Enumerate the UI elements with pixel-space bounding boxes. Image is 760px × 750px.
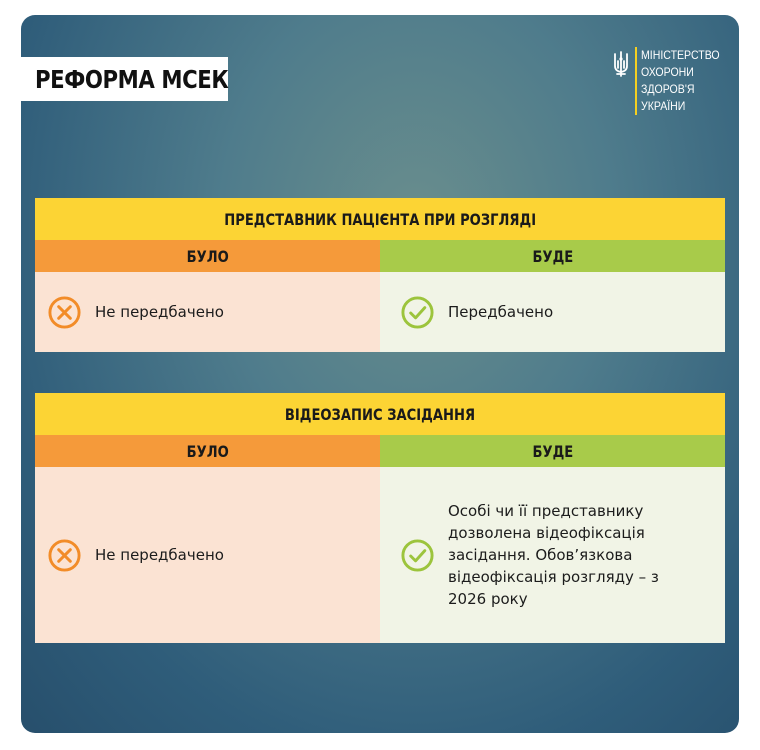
logo-divider	[635, 47, 637, 115]
column-will	[380, 240, 725, 272]
table-heading-text: ПРЕДСТАВНИК ПАЦІЄНТА ПРИ РОЗГЛЯДІ	[224, 209, 536, 229]
ministry-logo	[612, 47, 730, 115]
x-circle-icon	[47, 295, 82, 330]
title-banner	[21, 57, 228, 101]
logo-line: МІНІСТЕРСТВО	[641, 48, 720, 62]
table-heading-text: ВІДЕОЗАПИС ЗАСІДАННЯ	[284, 404, 476, 424]
cell-will	[380, 467, 725, 643]
cell-will	[380, 272, 725, 352]
column-headers	[35, 240, 725, 272]
column-will-label: БУДЕ	[532, 441, 573, 461]
cell-was	[35, 272, 380, 352]
cell-was	[35, 467, 380, 643]
cell-was-text: Не передбачено	[95, 546, 224, 564]
x-circle-icon	[47, 538, 82, 573]
column-was-label: БУЛО	[186, 441, 229, 461]
cell-will-text: Особі чи її представнику дозволена відеофіксація засідання. Обов’язкова відеофіксація розгляду – з 2026 року	[448, 502, 659, 608]
table-heading	[35, 393, 725, 435]
trident-icon	[612, 51, 630, 77]
logo-text	[641, 47, 730, 115]
column-will-label: БУДЕ	[532, 246, 573, 266]
cell-was-text: Не передбачено	[95, 303, 224, 321]
logo-line: УКРАЇНИ	[641, 99, 686, 113]
table-heading	[35, 198, 725, 240]
infographic-card	[21, 15, 739, 733]
column-was	[35, 435, 380, 467]
check-circle-icon	[400, 538, 435, 573]
column-was	[35, 240, 380, 272]
check-circle-icon	[400, 295, 435, 330]
cell-will-text: Передбачено	[448, 303, 554, 321]
table-row	[35, 272, 725, 352]
column-was-label: БУЛО	[186, 246, 229, 266]
comparison-table-video	[35, 393, 725, 643]
logo-line: ОХОРОНИ	[641, 65, 694, 79]
page-title: РЕФОРМА МСЕК	[35, 64, 229, 94]
comparison-table-representative	[35, 198, 725, 352]
logo-line: ЗДОРОВ'Я	[641, 82, 695, 96]
table-row	[35, 467, 725, 643]
column-headers	[35, 435, 725, 467]
column-will	[380, 435, 725, 467]
